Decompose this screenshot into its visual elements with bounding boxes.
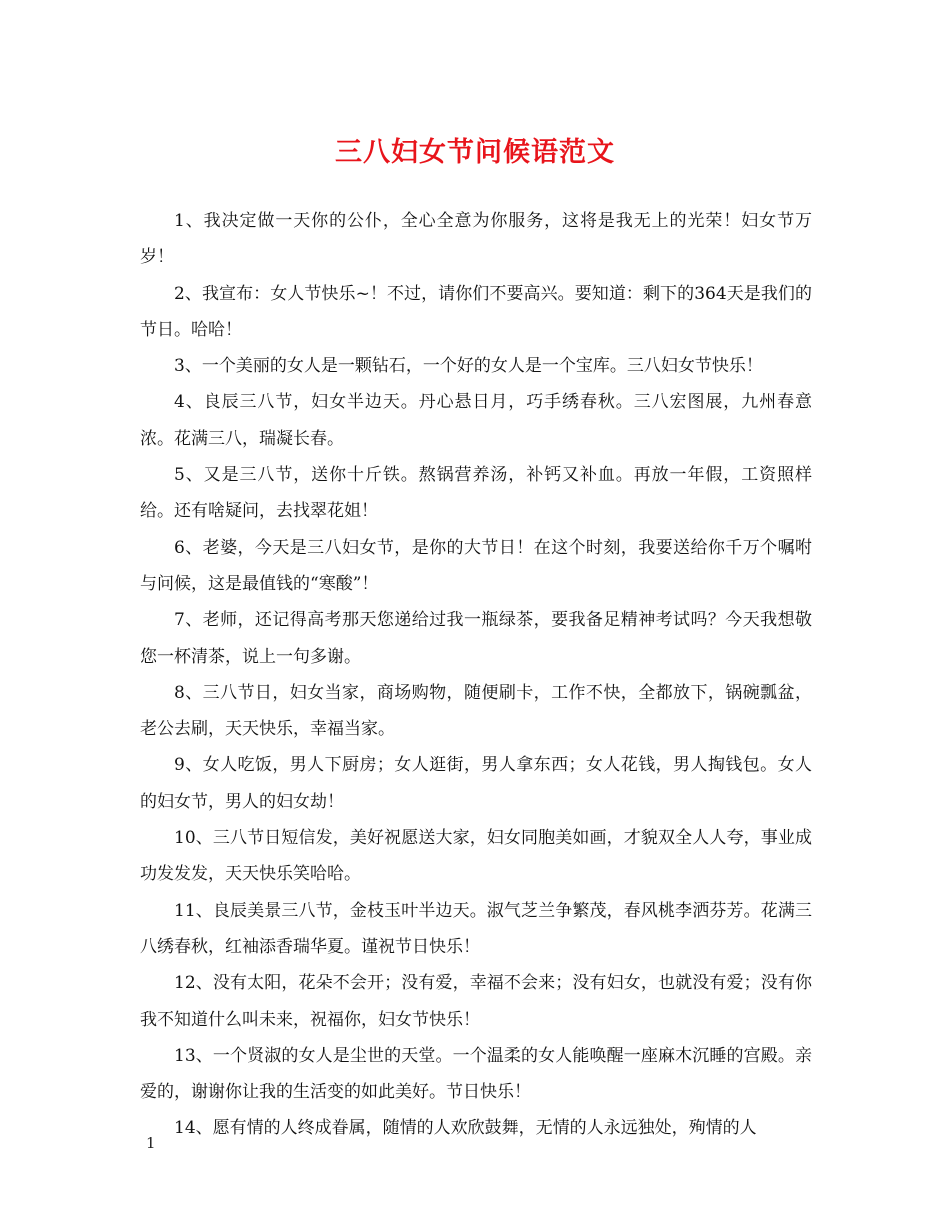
paragraph-1: 1、我决定做一天你的公仆，全心全意为你服务，这将是我无上的光荣！妇女节万岁！ (140, 211, 812, 268)
paragraph-6: 6、老婆，今天是三八妇女节，是你的大节日！在这个时刻，我要送给你千万个嘱咐与问候，这是最值钱的“寒酸”！ (140, 537, 812, 594)
paragraph-10: 10、三八节日短信发，美好祝愿送大家，妇女同胞美如画，才貌双全人人夸，事业成功发发发，天天快乐笑哈哈。 (140, 828, 812, 885)
paragraph-11: 11、良辰美景三八节，金枝玉叶半边天。淑气芝兰争繁茂，春风桃李洒芬芳。花满三八绣春秋，红袖添香瑞华夏。谨祝节日快乐！ (140, 900, 812, 957)
paragraph-8: 8、三八节日，妇女当家，商场购物，随便刷卡，工作不快，全都放下，锅碗瓢盆，老公去刷，天天快乐，幸福当家。 (140, 682, 812, 740)
paragraph-9: 9、女人吃饭，男人下厨房；女人逛街，男人拿东西；女人花钱，男人掏钱包。女人的妇女节，男人的妇女劫！ (140, 755, 812, 812)
paragraph-12: 12、没有太阳，花朵不会开；没有爱，幸福不会来；没有妇女，也就没有爱；没有你我不知道什么叫未来，祝福你，妇女节快乐！ (140, 973, 812, 1030)
paragraph-7: 7、老师，还记得高考那天您递给过我一瓶绿茶，要我备足精神考试吗？今天我想敬您一杯清茶，说上一句多谢。 (140, 610, 812, 667)
paragraph-13: 13、一个贤淑的女人是尘世的天堂。一个温柔的女人能唤醒一座麻木沉睡的宫殿。亲爱的，谢谢你让我的生活变的如此美好。节日快乐！ (140, 1045, 812, 1103)
document-title: 三八妇女节问候语范文 (335, 137, 615, 168)
paragraph-5: 5、又是三八节，送你十斤铁。熬锅营养汤，补钙又补血。再放一年假，工资照样给。还有啥疑问，去找翠花姐！ (140, 465, 812, 522)
paragraph-2: 2、我宣布：女人节快乐~！不过，请你们不要高兴。要知道：剩下的364天是我们的节日。哈哈！ (140, 283, 812, 340)
paragraph-14: 14、愿有情的人终成眷属，随情的人欢欣鼓舞，无情的人永远独处，殉情的人 (174, 1118, 757, 1139)
document-body (140, 203, 812, 1147)
page-number: 1 (146, 1134, 156, 1152)
paragraph-3: 3、一个美丽的女人是一颗钻石，一个好的女人是一个宝库。三八妇女节快乐！ (174, 356, 763, 377)
paragraph-4: 4、良辰三八节，妇女半边天。丹心悬日月，巧手绣春秋。三八宏图展，九州春意浓。花满三八，瑞凝长春。 (140, 392, 812, 449)
